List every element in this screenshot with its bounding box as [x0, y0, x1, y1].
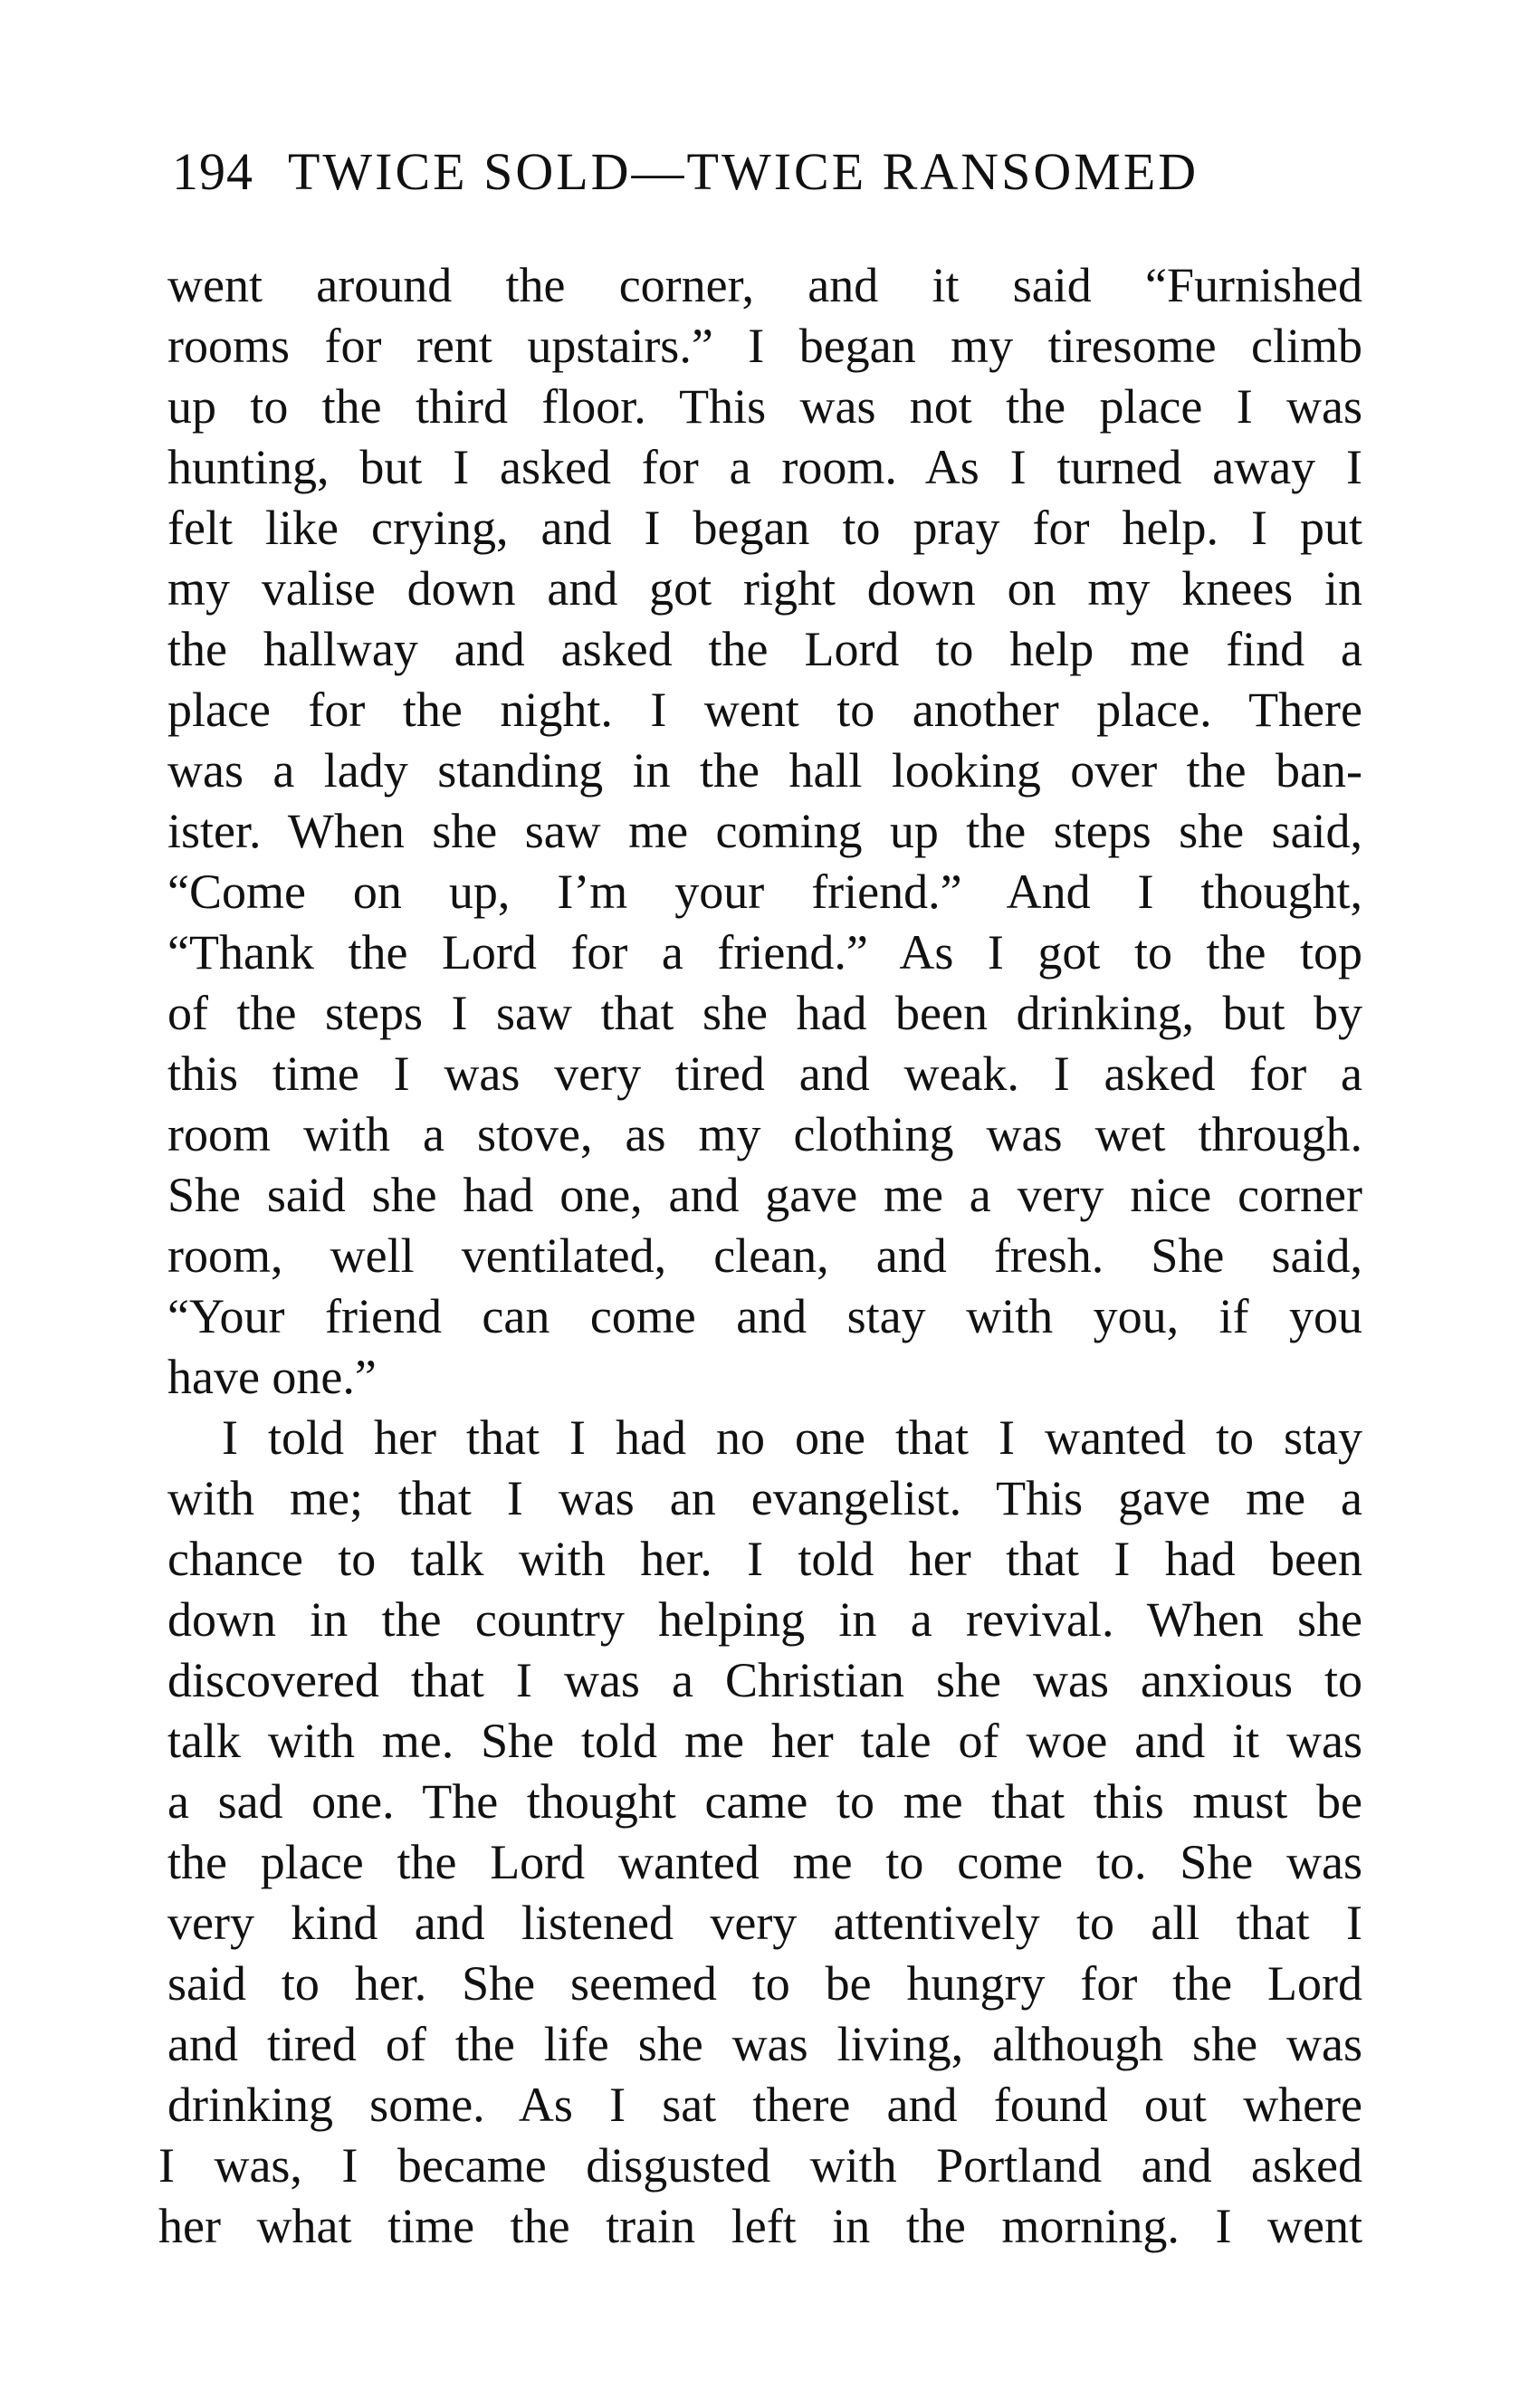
text-line: and tired of the life she was living, although she was — [167, 2017, 1362, 2071]
text-line: rooms for rent upstairs.” I began my tiresome climb — [167, 319, 1362, 373]
text-line: “Your friend can come and stay with you, if you — [167, 1289, 1362, 1343]
text-line: chance to talk with her. I told her that I had been — [167, 1532, 1362, 1586]
paragraph-first-line: I told her that I had no one that I wanted to stay — [222, 1410, 1362, 1465]
running-head — [172, 136, 1358, 208]
body-text — [158, 255, 1362, 2257]
text-line: this time I was very tired and weak. I asked for a — [167, 1046, 1362, 1101]
text-line: said to her. She seemed to be hungry for the Lord — [167, 1956, 1362, 2011]
text-line: drinking some. As I sat there and found out where — [167, 2078, 1362, 2132]
text-line: discovered that I was a Christian she was anxious to — [167, 1653, 1362, 1707]
text-line: “Thank the Lord for a friend.” As I got to the top — [167, 925, 1362, 979]
text-line: talk with me. She told me her tale of woe and it was — [167, 1714, 1362, 1768]
text-line: was a lady standing in the hall looking over the ban- — [167, 743, 1362, 798]
book-title: TWICE SOLD—TWICE RANSOMED — [288, 142, 1199, 201]
text-line: a sad one. The thought came to me that this must be — [167, 1774, 1362, 1829]
text-line: ister. When she saw me coming up the steps she said, — [167, 804, 1362, 858]
text-line: hunting, but I asked for a room. As I turned away I — [167, 440, 1362, 494]
text-line: felt like crying, and I began to pray for help. I put — [167, 501, 1362, 555]
text-line: up to the third floor. This was not the place I was — [167, 379, 1362, 434]
text-line: room, well ventilated, clean, and fresh. She said, — [167, 1228, 1362, 1283]
text-line: room with a stove, as my clothing was wet through. — [167, 1107, 1362, 1161]
text-line: went around the corner, and it said “Furnished — [167, 258, 1362, 312]
page-number: 194 — [172, 142, 253, 201]
text-line: very kind and listened very attentively to all that I — [167, 1896, 1362, 1950]
text-line: her what time the train left in the morning. I went — [158, 2199, 1362, 2253]
text-line: “Come on up, I’m your friend.” And I thought, — [167, 865, 1362, 919]
text-line: my valise down and got right down on my knees in — [167, 561, 1362, 616]
text-line: with me; that I was an evangelist. This gave me a — [167, 1471, 1362, 1525]
text-line: have one.” — [167, 1350, 377, 1404]
text-line: the place the Lord wanted me to come to. She was — [167, 1835, 1362, 1889]
text-line: of the steps I saw that she had been drinking, but by — [167, 986, 1362, 1040]
text-line: place for the night. I went to another place. There — [167, 683, 1362, 737]
text-line: I was, I became disgusted with Portland and asked — [158, 2138, 1362, 2193]
text-line: She said she had one, and gave me a very nice corner — [167, 1168, 1362, 1222]
text-line: down in the country helping in a revival. When she — [167, 1592, 1362, 1647]
text-line: the hallway and asked the Lord to help me find a — [167, 622, 1362, 676]
